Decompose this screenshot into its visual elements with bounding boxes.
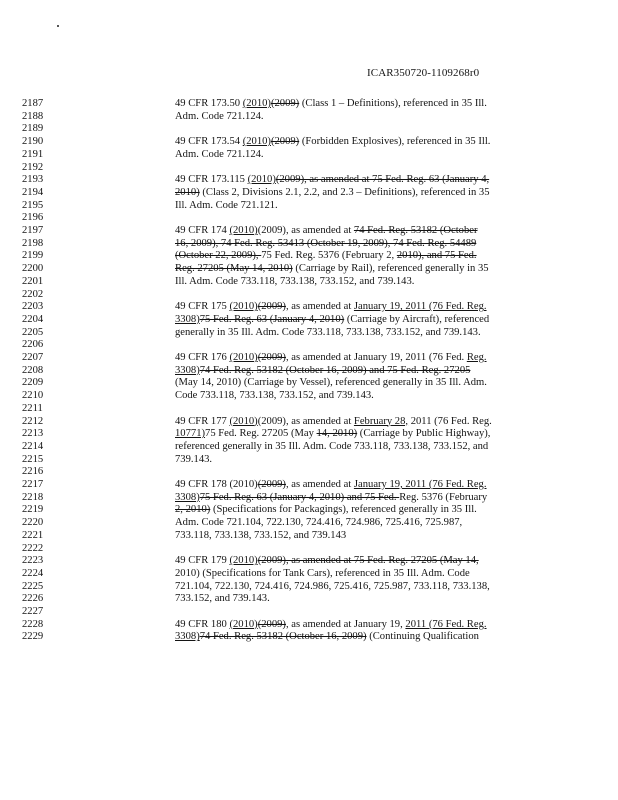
document-line [0,376,618,389]
text-segment: , as amended at [285,301,354,313]
text-segment: (2009), as amended at [257,415,354,427]
line-text [175,567,535,580]
inserted-text: (2010) [229,618,258,630]
document-id: ICAR350720-1109268r0 [367,67,480,79]
text-segment: (Carriage by Aircraft), referenced [344,313,490,325]
deleted-text: 14, 2010) [316,428,358,440]
document-line [0,300,618,313]
line-text [175,503,535,516]
line-number: 2225 [22,580,44,592]
inserted-text: January 19, 2011 (76 Fed. Reg. [353,301,487,313]
line-number: 2204 [22,313,44,325]
deleted-text: 74 Fed. Reg. 53182 (October 16, 2009) [199,631,367,643]
document-line [0,516,618,529]
inserted-text: February 28, [353,415,409,427]
text-segment: 49 CFR 177 [175,415,230,427]
line-text [175,364,535,377]
deleted-text: 75 Fed. Reg. 63 (January 4, 2010) and 75 Fed. [199,491,400,503]
document-line [0,491,618,504]
text-segment: 733.152, and 739.143. [175,593,270,605]
text-segment: Adm. Code 721.124. [175,110,264,122]
deleted-text: 2, 2010) [175,504,211,516]
deleted-text: (2009) [270,136,300,148]
line-number: 2200 [22,263,44,275]
document-line [0,224,618,237]
document-line [0,135,618,148]
deleted-text: (2009) [257,301,286,313]
line-text [175,186,535,199]
document-line [0,567,618,580]
line-number: 2194 [22,186,44,198]
line-number: 2213 [22,428,44,440]
document-line [0,542,618,555]
text-segment: Adm. Code 721.104, 722.130, 724.416, 724.986, 725.416, 725.987, [175,517,463,529]
document-line [0,618,618,631]
inserted-text: (2010) [242,98,271,109]
text-segment: Ill. Adm. Code 721.121. [175,199,278,211]
line-number: 2216 [22,466,44,478]
deleted-text: (2009) [257,352,286,363]
document-line [0,592,618,605]
line-text [175,199,535,212]
line-text [175,376,535,389]
text-segment: 49 CFR 180 [175,618,230,630]
text-segment: (Class 1 – Definitions), referenced in 35 Ill. [299,98,487,109]
text-segment: Adm. Code 721.124. [175,148,264,160]
text-segment: (Specifications for Packagings), referenced generally in 35 Ill. [210,504,477,516]
text-segment: , as amended at January 19, 2011 (76 Fed. [285,352,467,363]
document-line [0,161,618,174]
line-number: 2221 [22,529,44,541]
line-number: 2224 [22,567,44,579]
inserted-text: (2010) [229,352,258,363]
document-line [0,326,618,339]
deleted-text: 2010), and 75 Fed. [396,250,477,262]
text-segment: (Forbidden Explosives), referenced in 35 Ill. [299,136,491,148]
text-segment: 75 Fed. Reg. 27205 (May [205,428,317,440]
inserted-text: January 19, 2011 (76 Fed. Reg. [353,479,487,490]
document-line [0,173,618,186]
text-segment: 49 CFR 174 [175,225,230,236]
line-number: 2188 [22,110,44,122]
line-number: 2218 [22,491,44,503]
deleted-text: 75 Fed. Reg. 63 (January 4, 2010) [199,313,345,325]
line-text [175,516,535,529]
document-line [0,427,618,440]
text-segment: (Carriage by Rail), referenced generally in 35 [292,263,489,275]
document-line [0,529,618,542]
deleted-text: (2009) [257,618,286,630]
line-number: 2208 [22,364,44,376]
document-line [0,351,618,364]
text-segment: 2010) (Specifications for Tank Cars), referenced in 35 Ill. Adm. Code [175,567,470,579]
document-line [0,503,618,516]
deleted-text: (2009) [257,479,286,490]
line-text [175,618,535,631]
text-segment: 2011 (76 Fed. Reg. [408,415,492,427]
document-line [0,211,618,224]
document-line [0,630,618,643]
document-line [0,440,618,453]
line-text [175,554,535,567]
line-number: 2210 [22,390,44,402]
line-text [175,478,535,491]
line-text [175,237,535,250]
document-line [0,338,618,351]
inserted-text: 10771) [175,428,206,440]
line-text [175,351,535,364]
line-text [175,173,535,186]
inserted-text: (2010) [229,415,258,427]
document-line [0,249,618,262]
deleted-text: (2009) [270,98,300,109]
document-line [0,389,618,402]
line-number: 2228 [22,618,44,630]
document-line [0,148,618,161]
line-number: 2215 [22,453,44,465]
line-number: 2220 [22,517,44,529]
document-line [0,237,618,250]
line-text [175,313,535,326]
text-segment: (2009), as amended at [257,225,354,236]
line-number: 2197 [22,225,44,236]
document-line [0,186,618,199]
line-text [175,249,535,262]
document-line [0,415,618,428]
line-number: 2192 [22,161,44,173]
inserted-text: 3308) [175,313,200,325]
line-text [175,415,535,428]
text-segment: 49 CFR 178 (2010) [175,479,258,490]
inserted-text: 3308) [175,631,200,643]
line-number: 2198 [22,237,44,249]
document-line [0,288,618,301]
deleted-text: 16, 2009), 74 Fed. Reg. 53413 (October 19, 2009), 74 Fed. Reg. 54489 [175,237,477,249]
document-line [0,199,618,212]
document-line [0,122,618,135]
document-line [0,262,618,275]
text-segment: generally in 35 Ill. Adm. Code 733.118, 733.138, 733.152, and 739.143. [175,326,481,338]
line-number: 2203 [22,301,44,313]
deleted-text: 74 Fed. Reg. 53182 (October [353,225,478,236]
document-line [0,554,618,567]
document-line [0,453,618,466]
line-text [175,389,535,402]
text-segment: 49 CFR 173.115 [175,174,248,186]
text-segment: Code 733.118, 733.138, 733.152, and 739.143. [175,390,374,402]
text-segment: 49 CFR 179 [175,555,230,567]
line-text [175,580,535,593]
document-line [0,478,618,491]
document-line [0,313,618,326]
line-number: 2207 [22,352,44,363]
document-line [0,605,618,618]
deleted-text: Reg. 27205 (May 14, 2010) [175,263,293,275]
text-segment: 75 Fed. Reg. 5376 (February 2, [261,250,397,262]
line-text [175,592,535,605]
line-number: 2187 [22,98,44,109]
line-text [175,630,535,643]
line-number: 2226 [22,593,44,605]
document-line [0,402,618,415]
line-text [175,453,535,466]
line-number: 2202 [22,288,44,300]
text-segment: 49 CFR 176 [175,352,230,363]
line-text [175,148,535,161]
document-line [0,580,618,593]
text-segment: Reg. 5376 (February [399,491,488,503]
line-text [175,262,535,275]
inserted-text: 3308) [175,491,200,503]
text-segment: , as amended at [285,479,354,490]
line-text [175,491,535,504]
line-number: 2205 [22,326,44,338]
deleted-text: (2009), as amended at 75 Fed. Reg. 27205 (May 14, [257,555,479,567]
line-number: 2223 [22,555,44,567]
line-number: 2199 [22,250,44,262]
text-segment: (Carriage by Public Highway), [357,428,491,440]
line-number: 2191 [22,148,44,160]
text-segment: 49 CFR 175 [175,301,230,313]
line-number: 2189 [22,123,44,135]
line-text [175,529,535,542]
line-text [175,326,535,339]
line-number: 2190 [22,136,44,148]
text-segment: 739.143. [175,453,213,465]
inserted-text: (2010) [229,555,258,567]
text-segment: 49 CFR 173.54 [175,136,243,148]
line-number: 2196 [22,212,44,224]
line-number: 2229 [22,631,44,643]
text-segment: , as amended at January 19, [285,618,406,630]
line-text [175,135,535,148]
text-segment: referenced generally in 35 Ill. Adm. Code 733.118, 733.138, 733.152, and [175,440,489,452]
line-number: 2211 [22,402,43,414]
line-number: 2206 [22,339,44,351]
text-segment: 49 CFR 173.50 [175,98,243,109]
scan-speck [57,25,59,27]
deleted-text: (2009), as amended at 75 Fed. Reg. 63 (January 4, [275,174,490,186]
text-segment: (May 14, 2010) (Carriage by Vessel), referenced generally in 35 Ill. Adm. [175,377,487,389]
inserted-text: 2011 (76 Fed. Reg. [405,618,487,630]
line-number: 2195 [22,199,44,211]
line-number: 2222 [22,542,44,554]
document-line [0,110,618,123]
inserted-text: (2010) [242,136,271,148]
text-segment: 733.118, 733.138, 733.152, and 739.143 [175,529,347,541]
inserted-text: 3308) [175,364,200,376]
inserted-text: (2010) [247,174,276,186]
line-text [175,427,535,440]
line-number: 2212 [22,415,44,427]
inserted-text: (2010) [229,301,258,313]
line-number: 2227 [22,606,44,617]
document-line [0,275,618,288]
line-number: 2217 [22,479,44,490]
line-text [175,97,535,110]
inserted-text: Reg. [466,352,487,363]
line-text [175,110,535,123]
document-line [0,97,618,110]
deleted-text: (October 22, 2009), [175,250,262,262]
document-line [0,465,618,478]
text-segment: (Continuing Qualification [366,631,479,643]
document-line [0,364,618,377]
text-segment: (Class 2, Divisions 2.1, 2.2, and 2.3 – Definitions), referenced in 35 [199,186,490,198]
line-number: 2201 [22,275,44,287]
text-segment: Ill. Adm. Code 733.118, 733.138, 733.152, and 739.143. [175,275,415,287]
line-number: 2219 [22,504,44,516]
inserted-text: (2010) [229,225,258,236]
text-segment: 721.104, 722.130, 724.416, 724.986, 725.416, 725.987, 733.118, 733.138, [175,580,490,592]
line-text [175,224,535,237]
line-text [175,440,535,453]
deleted-text: 74 Fed. Reg. 53182 (October 16, 2009) and 75 Fed. Reg. 27205 [199,364,471,376]
line-number: 2209 [22,377,44,389]
line-number: 2214 [22,440,44,452]
line-text [175,300,535,313]
line-number: 2193 [22,174,44,186]
deleted-text: 2010) [175,186,200,198]
line-text [175,275,535,288]
